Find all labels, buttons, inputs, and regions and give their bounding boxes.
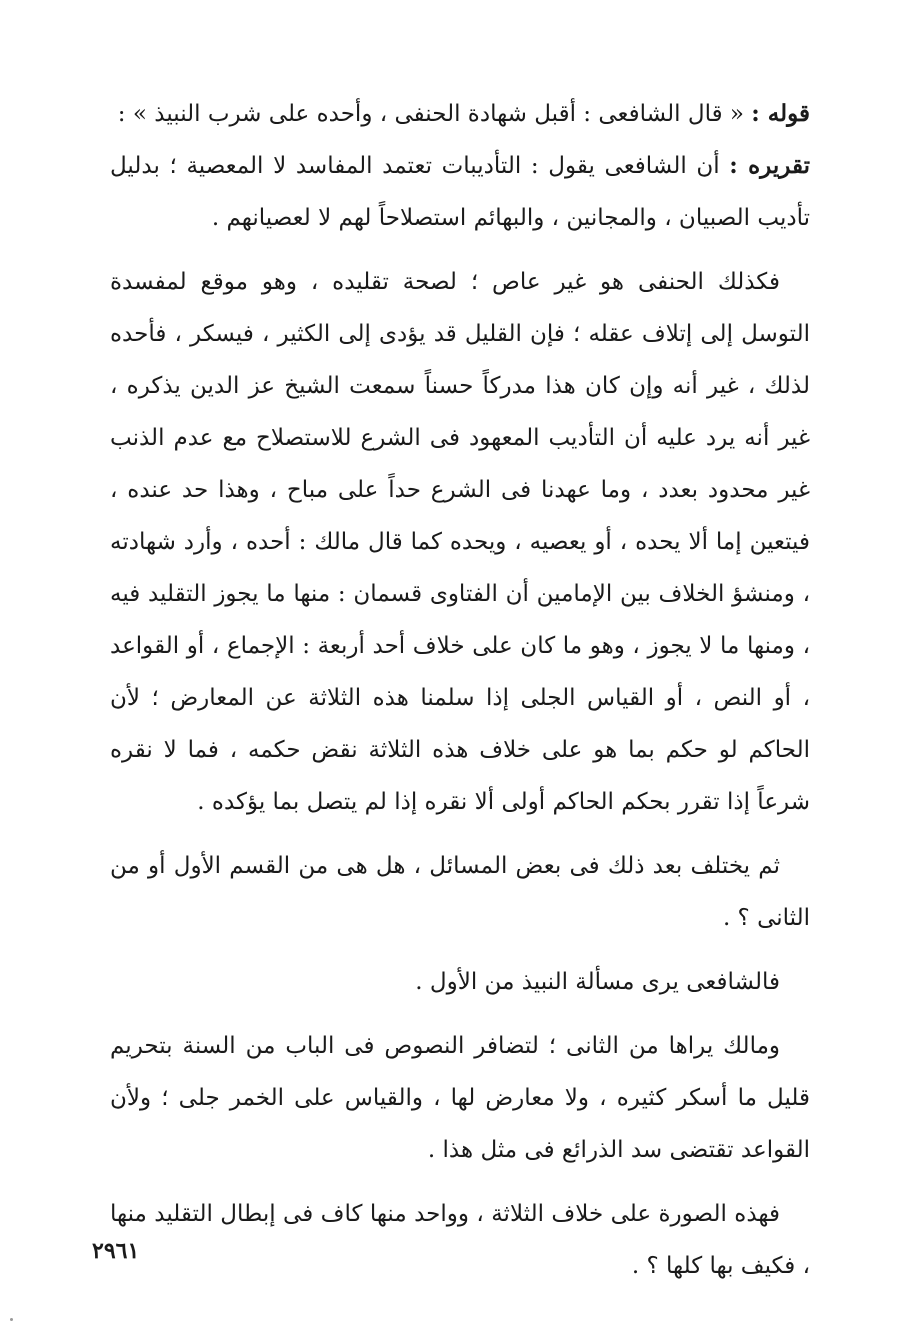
paragraph-lead: تقريره : bbox=[729, 152, 810, 179]
body-text bbox=[110, 88, 810, 1292]
page-number: ٢٩٦١ bbox=[92, 1238, 140, 1264]
paragraph-text: فهذه الصورة على خلاف الثلاثة ، وواحد منها كاف فى إبطال التقليد منها ، فكيف بها كلها ؟ . bbox=[110, 1201, 810, 1279]
paragraph-text: فالشافعى يرى مسألة النبيذ من الأول . bbox=[415, 969, 780, 995]
paragraph-shafii bbox=[110, 956, 810, 1008]
paragraph-malik bbox=[110, 1020, 810, 1176]
paragraph-lead: قوله : bbox=[751, 100, 810, 127]
paragraph-text: ومالك يراها من الثانى ؛ لتضافر النصوص فى الباب من السنة بتحريم قليل ما أسكر كثيره ، ولا معارض لها ، والقياس على الخمر جلى ؛ ولأن القواعد تقتضى سد الذرائع فى مثل هذا . bbox=[110, 1033, 810, 1163]
paragraph-hanafi bbox=[110, 256, 810, 828]
paragraph-quote bbox=[110, 88, 810, 140]
paragraph-differ bbox=[110, 840, 810, 944]
paragraph-text: أن الشافعى يقول : التأديبات تعتمد المفاسد لا المعصية ؛ بدليل تأديب الصبيان ، والمجانين ، والبهائم استصلاحاً لهم لا لعصيانهم . bbox=[110, 153, 810, 231]
paragraph-conclusion bbox=[110, 1188, 810, 1292]
scan-speck bbox=[10, 1318, 13, 1321]
paragraph-explanation bbox=[110, 140, 810, 244]
paragraph-text: « قال الشافعى : أقبل شهادة الحنفى ، وأحده على شرب النبيذ » : bbox=[117, 101, 752, 127]
paragraph-text: فكذلك الحنفى هو غير عاص ؛ لصحة تقليده ، وهو موقع لمفسدة التوسل إلى إتلاف عقله ؛ فإن القليل قد يؤدى إلى الكثير ، فيسكر ، فأحده لذلك ، غير أنه وإن كان هذا مدركاً حسناً سمعت الشيخ عز الدين يذكره ، غير أنه يرد عليه أن التأديب المعهود فى الشرع للاستصلاح مع عدم الذنب غير محدود بعدد ، وما عهدنا فى الشرع حداً على مباح ، وهذا حد عنده ، فيتعين إما ألا يحده ، أو يعصيه ، ويحده كما قال مالك : أحده ، وأرد شهادته ، ومنشؤ الخلاف بين الإمامين أن الفتاوى قسمان : منها ما يجوز التقليد فيه ، ومنها ما لا يجوز ، وهو ما كان على خلاف أحد أربعة : الإجماع ، أو القواعد ، أو النص ، أو القياس الجلى إذا سلمنا هذه الثلاثة عن المعارض ؛ لأن الحاكم لو حكم بما هو على خلاف هذه الثلاثة نقض حكمه ، فما لا نقره شرعاً إذا تقرر بحكم الحاكم أولى ألا نقره إذا لم يتصل بما يؤكده . bbox=[110, 269, 810, 815]
paragraph-text: ثم يختلف بعد ذلك فى بعض المسائل ، هل هى من القسم الأول أو من الثانى ؟ . bbox=[110, 853, 810, 931]
